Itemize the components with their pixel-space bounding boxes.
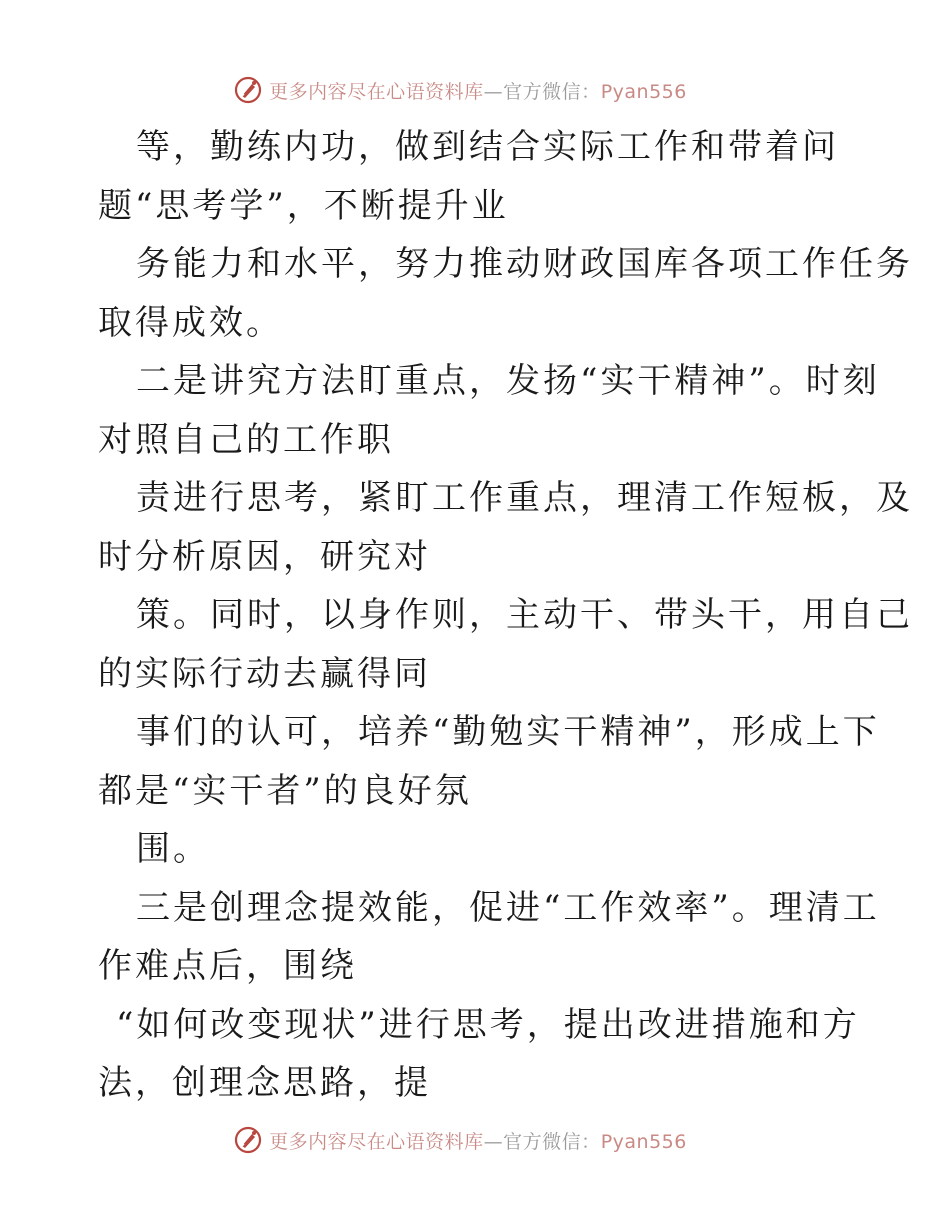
pen-nib-logo-icon (233, 75, 263, 105)
body-text-line: “如何改变现状”进行思考，提出改进措施和方 (116, 1004, 860, 1045)
body-text-line: 责进行思考，紧盯工作重点，理清工作短板，及 (136, 478, 913, 518)
body-text-line: 都是“实干者”的良好氛 (98, 770, 472, 811)
body-text-line: 时分析原因，研究对 (98, 536, 431, 577)
watermark-wechat-label: 官方微信： (503, 80, 601, 103)
body-text-line: 二是讲究方法盯重点，发扬“实干精神”。时刻 (136, 361, 880, 401)
body-text-line: 对照自己的工作职 (98, 419, 394, 460)
watermark-brand: 更多内容尽在心语资料库 (269, 80, 484, 103)
body-text-line: 策。同时，以身作则，主动干、带头干，用自己 (136, 595, 913, 635)
watermark-separator: — (483, 1130, 504, 1153)
watermark-group (233, 75, 687, 105)
header-watermark (0, 70, 950, 110)
body-text-line: 题“思考学”，不断提升业 (98, 185, 509, 226)
body-text-line: 围。 (136, 829, 210, 869)
watermark-group (233, 1125, 687, 1155)
body-text-line: 作难点后，围绕 (98, 946, 357, 986)
body-text-line: 务能力和水平，努力推动财政国库各项工作任务 (136, 244, 913, 284)
body-text-line: 取得成效。 (98, 302, 283, 343)
watermark-separator: — (483, 80, 504, 103)
watermark-text (269, 1127, 687, 1154)
watermark-brand: 更多内容尽在心语资料库 (269, 1130, 484, 1153)
body-text-line: 等，勤练内功，做到结合实际工作和带着问 (136, 127, 839, 167)
watermark-text (269, 77, 687, 104)
watermark-wechat-id: Pyan556 (600, 80, 687, 103)
body-text-line: 的实际行动去赢得同 (98, 653, 431, 694)
body-text-line: 三是创理念提效能，促进“工作效率”。理清工 (136, 887, 880, 928)
body-text-line: 法，创理念思路，提 (98, 1063, 431, 1103)
watermark-wechat-id: Pyan556 (600, 1130, 687, 1153)
watermark-wechat-label: 官方微信： (503, 1130, 601, 1153)
footer-watermark (0, 1120, 950, 1160)
pen-nib-logo-icon (233, 1125, 263, 1155)
body-text-line: 事们的认可，培养“勤勉实干精神”，形成上下 (136, 712, 880, 752)
document-body (98, 118, 913, 1113)
